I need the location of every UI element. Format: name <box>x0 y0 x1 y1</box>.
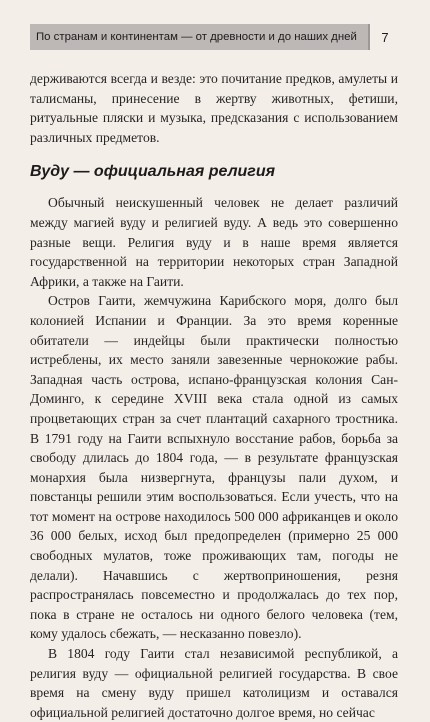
body-paragraph: Обычный неискушенный человек не делает различий между магией вуду и религией вуду. А ведь это совершенно разные вещи. Религия вуду и в наше время является государственной на территории некоторых стран Западной Африки, а также на Гаити. <box>30 195 398 289</box>
page-body <box>30 69 398 722</box>
section-heading: Вуду — официальная религия <box>30 163 276 181</box>
running-header-title: По странам и континентам — от древности и до наших дней <box>36 31 357 43</box>
body-paragraph: В 1804 году Гаити стал независимой республикой, а религия вуду — официальной религией государства. В свое время на смену вуду пришел католицизм и оставался официальной религией достаточно долгое время, но сейчас <box>30 646 398 720</box>
page-number: 7 <box>368 24 400 50</box>
intro-paragraph: держиваются всегда и везде: это почитание предков, амулеты и талисманы, принесение в жертву животных, фетиши, ритуальные пляски и музыка, предсказания с использованием различных предметов. <box>30 71 398 145</box>
body-paragraph: Остров Гаити, жемчужина Карибского моря, долго был колонией Испании и Франции. За это время коренные обитатели — индейцы были практически полностью истреблены, их место заняли завезенные чернокожие рабы. Западная часть острова, испано-французская колония Сан-Доминго, к середине XVIII века стала одной из самых процветающих стран за счет плантаций сахарного тростника. В 1791 году на Гаити вспыхнуло восстание рабов, борьба за свободу длилась до 1804 года, — в результате французская монархия была низвергнута, французы пали духом, и повстанцы решили этим воспользоваться. Если учесть, что на тот момент на острове находилось 500 000 африканцев и около 36 000 белых, исход был предопределен (примерно 25 000 свободных мулатов, тоже проживающих там, погоды не делали). Начавшись с жертвоприношения, резня распространялась повсеместно и продолжалась до тех пор, пока в стране не осталось ни одного белого человека (тем, кому удалось сбежать, — несказанно повезло). <box>30 293 398 642</box>
running-header <box>30 24 400 50</box>
